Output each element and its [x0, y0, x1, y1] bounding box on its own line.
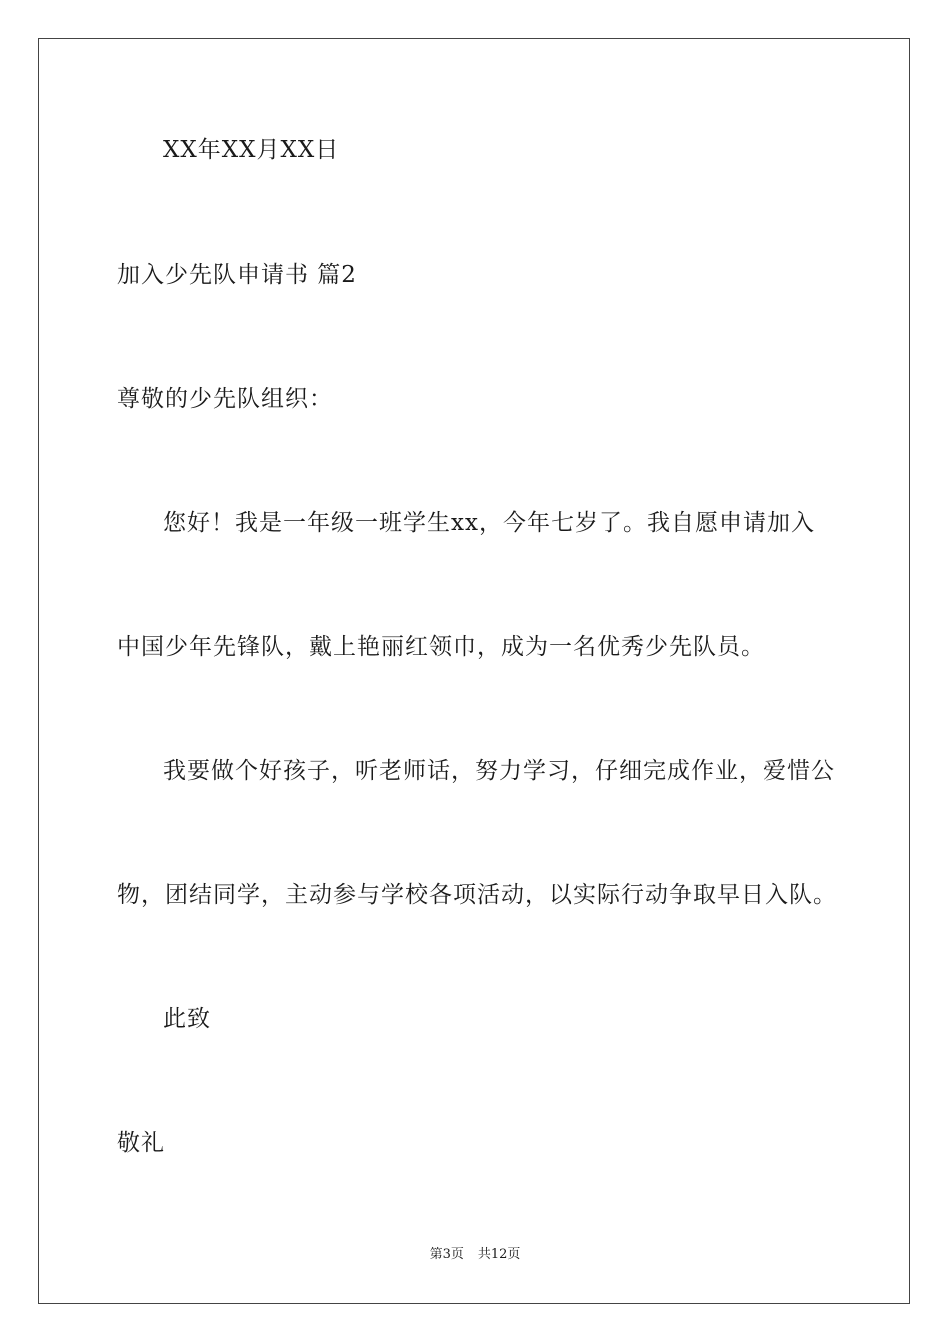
salutation: 尊敬的少先队组织：	[117, 386, 333, 412]
page-footer	[0, 1246, 950, 1264]
section-heading: 加入少先队申请书 篇2	[117, 262, 357, 288]
paragraph-1-line-2: 中国少年先锋队，戴上艳丽红领巾，成为一名优秀少先队员。	[117, 634, 765, 660]
paragraph-2-line-1: 我要做个好孩子，听老师话，努力学习，仔细完成作业，爱惜公	[163, 758, 835, 784]
page-number: 第3页	[429, 1247, 464, 1262]
date-line: XX年XX月XX日	[163, 137, 340, 163]
page-border	[38, 38, 910, 1304]
closing-line-2: 敬礼	[117, 1130, 165, 1156]
page-total: 共12页	[477, 1247, 521, 1262]
paragraph-1-line-1: 您好！我是一年级一班学生xx，今年七岁了。我自愿申请加入	[163, 510, 815, 536]
paragraph-2-line-2: 物，团结同学，主动参与学校各项活动，以实际行动争取早日入队。	[117, 882, 837, 908]
closing-line-1: 此致	[163, 1006, 211, 1032]
